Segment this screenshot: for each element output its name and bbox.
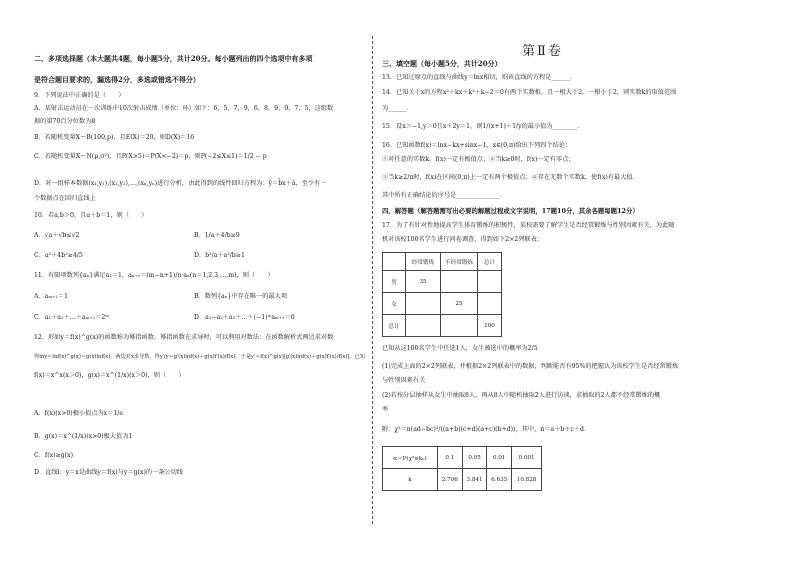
q17-probability: 已知从这100名学生中任选1人，女生被选中的概率为2/5 [382,345,538,352]
q10-option-d: D．b²/a＋a²/b≥1 [194,252,245,259]
table-cell [441,315,478,337]
q9-option-d-cont: 个数据点在回归直线上 [34,195,96,202]
table-row [383,271,502,293]
part-title: 第Ⅱ卷 [522,44,563,59]
table-row [383,293,502,315]
table-cell: 3.841 [462,469,487,491]
q9-option-b: B．若随机变量X～B(100,p)，且E(X)＝20，则D(X)＝16 [34,134,195,141]
table-row [383,315,502,337]
q11-stem: 11．有限项数列{aₙ}满足a₁＝1，aₙ₊₁＝(m−n+1)/n·aₙ(n＝1,2,3,…,m)，则（ ） [34,272,274,279]
table-cell: α＝P(χ²≥k₀) [383,447,438,469]
table-cell: 经常锻炼 [406,253,441,271]
table-cell: 25 [441,293,478,315]
q11-option-b: B．数列{aₙ}中存在唯一的最大项 [194,293,288,300]
table-cell: 10.828 [512,469,542,491]
table-cell: 0.001 [512,447,542,469]
q12-stem-cont: 得lny＝lnf(x)^g(x)＝g(x)lnf(x)，两边对x求导数，得y′/y＝g′(x)lnf(x)＋g(x)f′(x)/f(x)，于是y′＝f(x)^g(x)[g′(x)lnf(x)＋g(x)f′(x)/f(x)]，已知 [34,354,365,360]
q9-option-c: C．若随机变量X～N(μ,σ²)，且P(X>5)＝P(X<−2)＝p，则P(−2≤X≤1)＝1/2 − p [34,153,267,160]
section-header-cont: 是符合题目要求的，漏选得2分，多选或错选不得分） [34,75,200,84]
q12-stem-cont2: f(x)＝x^x(x＞0)，g(x)＝x^(1/x)(x＞0)，则（ ） [34,372,185,379]
q12-option-d: D．直线l：y＝x是曲线y＝f(x)与y＝g(x)的一条公切线 [34,469,183,476]
q16-answer: 其中所有正确结论的序号是______________． [382,192,506,199]
q16-statements-1: ①对任意的实数k，f(x)一定有极值点；②当k≥0时，f(x)一定有零点； [382,156,575,163]
q14: 14．已知关于x的方程x²＋kx＋k²＋k−2＝0有两个实数根，且一根大于2，一根小于2，则实数k的取值范围 [382,89,677,96]
table-cell [406,293,441,315]
q16-statements-2: ③当k≥2/π时，f(x)在区间(0,π)上一定有两个极值点；④存在无数个实数k，使f(x)有最大值． [382,174,639,181]
section-header: 二、多项选择题（本大题共4题，每小题5分，共计20分。每小题列出的四个选项中有多项 [34,54,313,63]
q9-option-d: D．对一组样本数据(x₁,y₁),(x₂,y₂),…,(xₙ,yₙ)进行分析，由此得到的线性回归方程为：ŷ＝b̂x＋â，至少有一 [34,180,327,187]
table-cell: 35 [406,271,441,293]
table-row [383,447,542,469]
q9-option-a-cont: 据的第70百分位数为8 [34,118,96,125]
critical-value-table [382,446,542,491]
q17-part-2-cont: 率 [382,406,389,413]
table-cell [406,315,441,337]
q12-option-b: B．g(x)＝x^(1/x)(x>0)极大值为1 [34,433,133,440]
section-3-header: 三、填空题（每小题5分，共计20分） [382,59,502,68]
table-cell [383,253,406,271]
table-row [383,469,542,491]
q10-stem: 10．若a,b＞0，且a＋b＝1，则（ ） [34,212,148,219]
column-divider [372,36,373,524]
contingency-table [382,252,502,337]
q9-stem: 9．下列说法中正确的是（ ） [34,92,125,99]
table-cell: 6.635 [487,469,512,491]
table-cell: 0.1 [438,447,463,469]
chi-square-formula: 附：χ²＝n(ad−bc)²/((a+b)(c+d)(a+c)(b+d))，其中，n＝a＋b＋c＋d． [382,426,591,433]
q11-option-a: A．aₘ₊₁＝1 [34,293,69,300]
q16: 16．已知函数f(x)＝lnx−kx+sinx−1，x∈(0,π)给出下列四个结论： [382,142,572,149]
table-cell: 2.706 [438,469,463,491]
q17-part-2: (2)若按分层抽样从女生中抽取8人，再从8人中随机抽取2人进行访谈，求抽取的2人都不经常锻炼的概 [382,392,661,399]
table-cell: 男 [383,271,406,293]
q17-cont: 机对该校100名学生进行问卷调查，得到如下2×2列联表： [382,236,543,243]
q14-cont: 为______． [382,105,413,112]
q10-option-a: A．√a＋√b≤√2 [34,232,80,239]
q17: 17．为了有针对性地提高学生体育锻炼的积极性，某校需要了解学生是否经常锻炼与性别因素有关，为此随 [382,222,675,229]
q15: 15．设x＞−1,y＞0且x＋2y＝1，则1/(x+1)＋1/y的最小值为________． [382,123,584,130]
q17-part-1-cont: 与性别因素有关 [382,377,426,384]
q13: 13．已知过原点的直线与曲线y＝lnx相切，则该直线的方程是______． [382,74,577,81]
table-cell: k [383,469,438,491]
q11-option-c: C．a₁＋a₂＋…＋aₘ₊₁＝2ᵐ [34,314,110,321]
table-cell: 总计 [478,253,502,271]
q12-stem: 12．形如y＝f(x)^g(x)的函数称为幂指函数，幂指函数在求导时，可以利用对数法：在函数解析式两边求对数 [34,334,334,341]
q10-option-b: B．1/a＋4/b≥9 [194,232,240,239]
table-cell: 总计 [383,315,406,337]
q17-part-1: (1)完成上面的2×2列联表，并根据2×2列联表中的数据，判断能否有95%的把握认为该校学生是否经常锻炼 [382,363,679,370]
table-cell: 0.05 [462,447,487,469]
table-cell: 100 [478,315,502,337]
table-cell [441,271,478,293]
section-4-header: 四、解答题（解答题需写出必要的解题过程或文字说明，17题10分，其余各题每题12分） [382,207,639,215]
q12-option-a: A．f(x)(x>0)极小值点为x＝1/e [34,410,123,417]
table-cell: 女 [383,293,406,315]
q9-option-a: A．某射击运动员在一次训练中10次射击成绩（单位：环）如下：6，5，7，9，6，8，9，9，7，5，这组数 [34,105,334,112]
table-cell: 0.01 [487,447,512,469]
q12-option-c: C．f(x)≥g(x) [34,452,73,459]
table-cell [478,293,502,315]
table-cell [478,271,502,293]
q11-option-d: D．a₁−a₂＋a₃＋…＋(−1)ᵐaₘ₊₁＝0 [194,314,295,321]
table-row [383,253,502,271]
q10-option-c: C．a²＋4b²≥4/5 [34,252,83,259]
table-cell: 不经常锻炼 [441,253,478,271]
